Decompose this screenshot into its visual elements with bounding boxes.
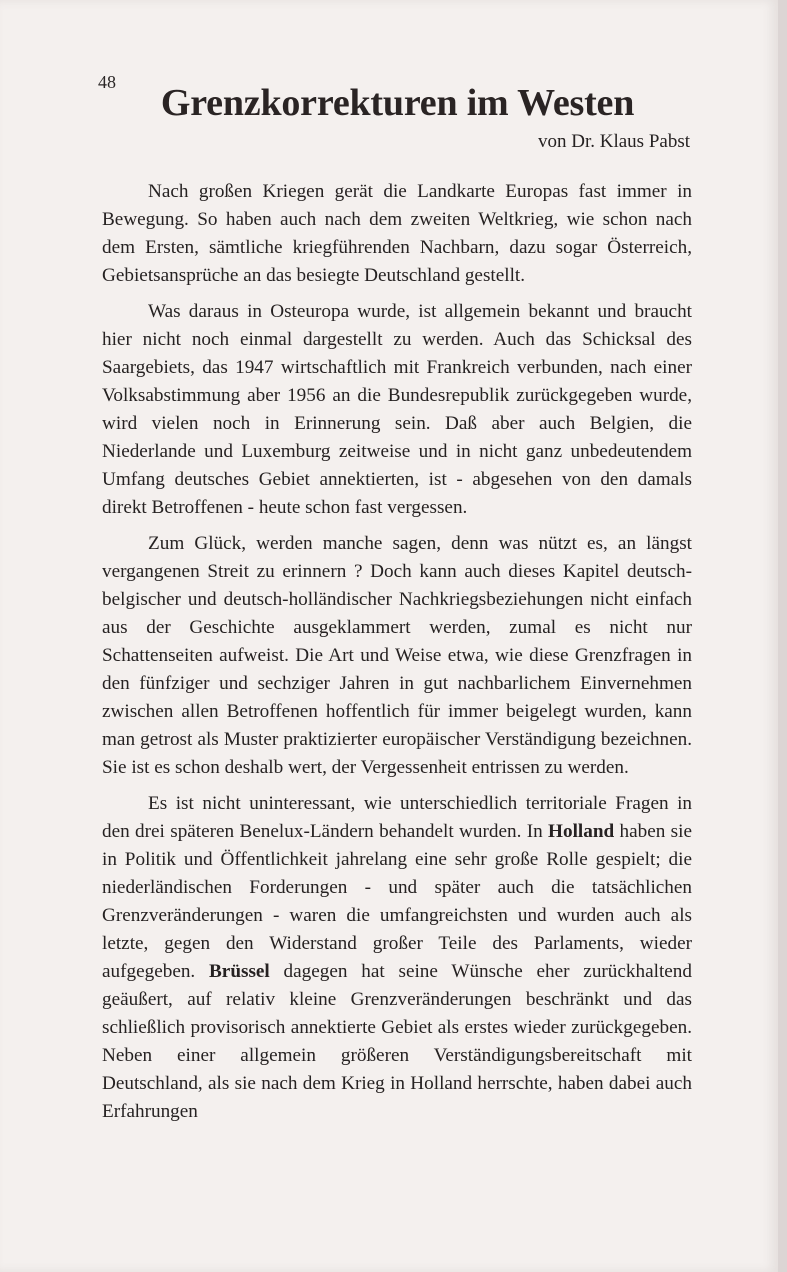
paragraph-text: dagegen hat seine Wünsche eher zurückhaltend geäußert, auf relativ kleine Grenzveränderungen beschränkt und das schließlich provisorisch annektierte Gebiet als erstes wieder zurückgegeben. Neben einer allgemein größeren Verständigungsbereitschaft mit Deutschland, als sie nach dem Krieg in Holland herrschte, haben dabei auch Erfahrungen <box>102 961 692 1122</box>
paragraph <box>102 530 692 782</box>
paragraph-text: Es ist nicht uninteressant, wie unterschiedlich territoriale Fragen in den drei späteren Benelux-Ländern behandelt wurden. In <box>102 793 692 842</box>
paragraph-text: Nach großen Kriegen gerät die Landkarte Europas fast immer in Bewegung. So haben auch nach dem zweiten Weltkrieg, wie schon nach dem Ersten, sämtliche kriegführenden Nachbarn, dazu sogar Österreich, Gebietsansprüche an das besiegte Deutschland gestellt. <box>102 181 692 286</box>
emphasis-bruessel: Brüssel <box>209 961 270 982</box>
paragraph <box>102 790 692 1126</box>
paragraph <box>102 298 692 522</box>
article-author: von Dr. Klaus Pabst <box>538 131 690 152</box>
page-edge <box>778 0 787 1272</box>
paragraph <box>102 178 692 290</box>
emphasis-holland: Holland <box>548 821 615 842</box>
paragraph-text: Was daraus in Osteuropa wurde, ist allgemein bekannt und braucht hier nicht noch einmal dargestellt zu werden. Auch das Schicksal des Saargebiets, das 1947 wirtschaftlich mit Frankreich verbunden, nach einer Volksabstimmung aber 1956 an die Bundesrepublik zurückgegeben wurde, wird vielen noch in Erinnerung sein. Daß aber auch Belgien, die Niederlande und Luxemburg zeitweise und in nicht ganz unbedeutendem Umfang deutsches Gebiet annektierten, ist - abgesehen von den damals direkt Betroffenen - heute schon fast vergessen. <box>102 301 692 518</box>
paragraph-text: Zum Glück, werden manche sagen, denn was nützt es, an längst vergangenen Streit zu erinnern ? Doch kann auch dieses Kapitel deutsch-belgischer und deutsch-holländischer Nachkriegsbeziehungen nicht einfach aus der Geschichte ausgeklammert werden, zumal es nicht nur Schattenseiten aufweist. Die Art und Weise etwa, wie diese Grenzfragen in den fünfziger und sechziger Jahren in gut nachbarlichem Einvernehmen zwischen allen Betroffenen hoffentlich für immer beigelegt wurden, kann man getrost als Muster praktizierter europäischer Verständigung bezeichnen. Sie ist es schon deshalb wert, der Vergessenheit entrissen zu werden. <box>102 533 692 778</box>
article-title: Grenzkorrekturen im Westen <box>160 82 635 124</box>
page-number: 48 <box>98 72 116 92</box>
article-body <box>102 178 692 1126</box>
paragraph-text: haben sie in Politik und Öffentlichkeit jahrelang eine sehr große Rolle gespielt; die niederländischen Forderungen - und später auch die tatsächlichen Grenzveränderungen - waren die umfangreichsten und wurden auch als letzte, gegen den Widerstand großer Teile des Parlaments, wieder aufgegeben. <box>102 821 692 982</box>
